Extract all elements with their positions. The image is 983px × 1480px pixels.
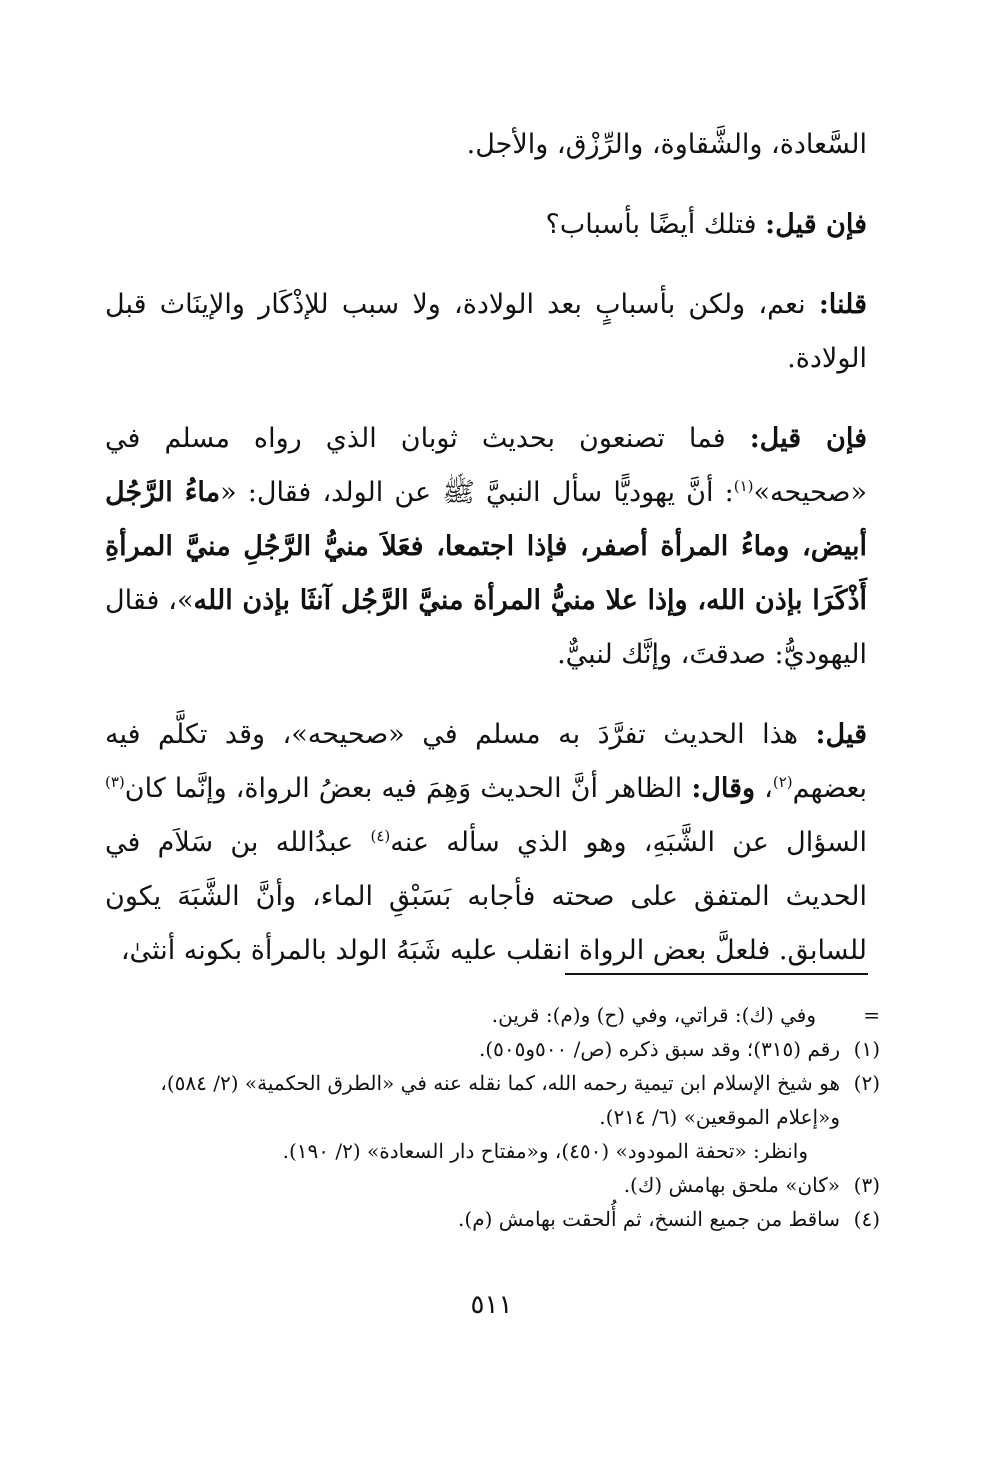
footnote-3: [105, 1168, 880, 1202]
footnote-ref-1: (١): [733, 477, 754, 495]
paragraph-3-text: نعم، ولكن بأسبابٍ بعد الولادة، ولا سبب للإذْكَار والإينَاث قبل الولادة.: [105, 289, 867, 374]
keyword-fa-in-qila: فإن قيل:: [749, 423, 867, 454]
hadith-quote: ماءُ الرَّجُل أبيض، وماءُ المرأة أصفر، فإذا اجتمعا، فعَلاَ منيُّ الرَّجُلِ منيَّ المرأةِ أَذْكَرَا بإذن الله، وإذا علا منيُّ المرأة منيَّ الرَّجُل آنثَا بإذن الله: [105, 477, 867, 616]
footnote-text: وفي (ك): قراتي، وفي (ح) و(م): قرين.: [491, 1003, 816, 1027]
footnote-separator: [565, 973, 868, 975]
paragraph-4: [105, 412, 867, 682]
keyword-fa-in-qila: فإن قيل:: [765, 209, 867, 240]
keyword-qila: قيل:: [815, 719, 867, 750]
page-number: ٥١١: [470, 1290, 513, 1320]
paragraph-4-text-a: فما تصنعون بحديث ثوبان الذي رواه مسلم في «صحيحه»: [105, 423, 867, 508]
footnote-text: «كان» ملحق بهامش (ك).: [623, 1173, 840, 1197]
paragraph-5-text-d: السؤال عن الشَّبَهِ، وهو الذي سأله عنه: [390, 827, 867, 858]
paragraph-1-text: السَّعادة، والشَّقاوة، والرِّزْق، والأجل.: [466, 129, 867, 160]
footnote-ref-3: (٣): [105, 773, 125, 791]
keyword-wa-qala: وقال:: [691, 773, 756, 804]
paragraph-2: [105, 198, 867, 252]
paragraph-5-text-b: ،: [755, 773, 773, 804]
paragraph-4-text-b: : أنَّ يهوديًّا سأل النبيَّ ﷺ عن الولد، فقال: «: [220, 477, 734, 508]
footnote-number: (٣): [853, 1173, 880, 1197]
paragraph-5: [105, 708, 867, 978]
footnote-1: [105, 1032, 880, 1066]
paragraph-5-text-a: هذا الحديث تفرَّدَ به مسلم في «صحيحه»، وقد تكلَّم فيه بعضهم: [105, 719, 868, 804]
footnote-text: وانظر: «تحفة المودود» (٤٥٠)، و«مفتاح دار السعادة» (٢/ ١٩٠).: [282, 1139, 808, 1163]
footnote-text: رقم (٣١٥)؛ وقد سبق ذكره (ص/ ٥٠٠و٥٠٥).: [478, 1037, 840, 1061]
paragraph-5-text-e: عبدُالله بن سَلاَم في الحديث المتفق على صحته فأجابه بَسَبْقِ الماء، وأنَّ الشَّبَهَ يكون للسابق. فلعلَّ بعض الرواة انقلب عليه شَبَهُ الولد بالمرأة بكونه أنثىٰ،: [105, 827, 867, 966]
footnote-2-continuation: [105, 1134, 880, 1168]
footnote-ref-2: (٢): [772, 773, 793, 791]
footnote-number: (٤): [853, 1207, 880, 1231]
footnote-ref-4: (٤): [370, 827, 391, 845]
paragraph-2-text: فتلك أيضًا بأسباب؟: [545, 209, 766, 240]
footnote-marker: =: [863, 1003, 880, 1027]
footnote-2: [105, 1066, 880, 1134]
keyword-qulna: قلنا:: [818, 289, 867, 320]
main-text: [105, 118, 867, 978]
footnote-text: هو شيخ الإسلام ابن تيمية رحمه الله، كما نقله عنه في «الطرق الحكمية» (٢/ ٥٨٤)، و«إعلام الموقعين» (٦/ ٢١٤).: [160, 1071, 840, 1129]
paragraph-5-text-c: الظاهر أنَّ الحديث وَهِمَ فيه بعضُ الرواة، وإنَّما كان: [124, 773, 692, 804]
footnotes: [105, 998, 880, 1236]
paragraph-4-text-c: »، فقال اليهوديُّ: صدقتَ، وإنَّك لنبيٌّ.: [105, 585, 867, 670]
footnote-4: [105, 1202, 880, 1236]
paragraph-1: [105, 118, 867, 172]
footnote-text: ساقط من جميع النسخ، ثم أُلحقت بهامش (م).: [458, 1207, 840, 1231]
footnote-continuation: [105, 998, 880, 1032]
footnote-number: (٢): [853, 1071, 880, 1095]
paragraph-3: [105, 278, 867, 386]
footnote-number: (١): [853, 1037, 880, 1061]
